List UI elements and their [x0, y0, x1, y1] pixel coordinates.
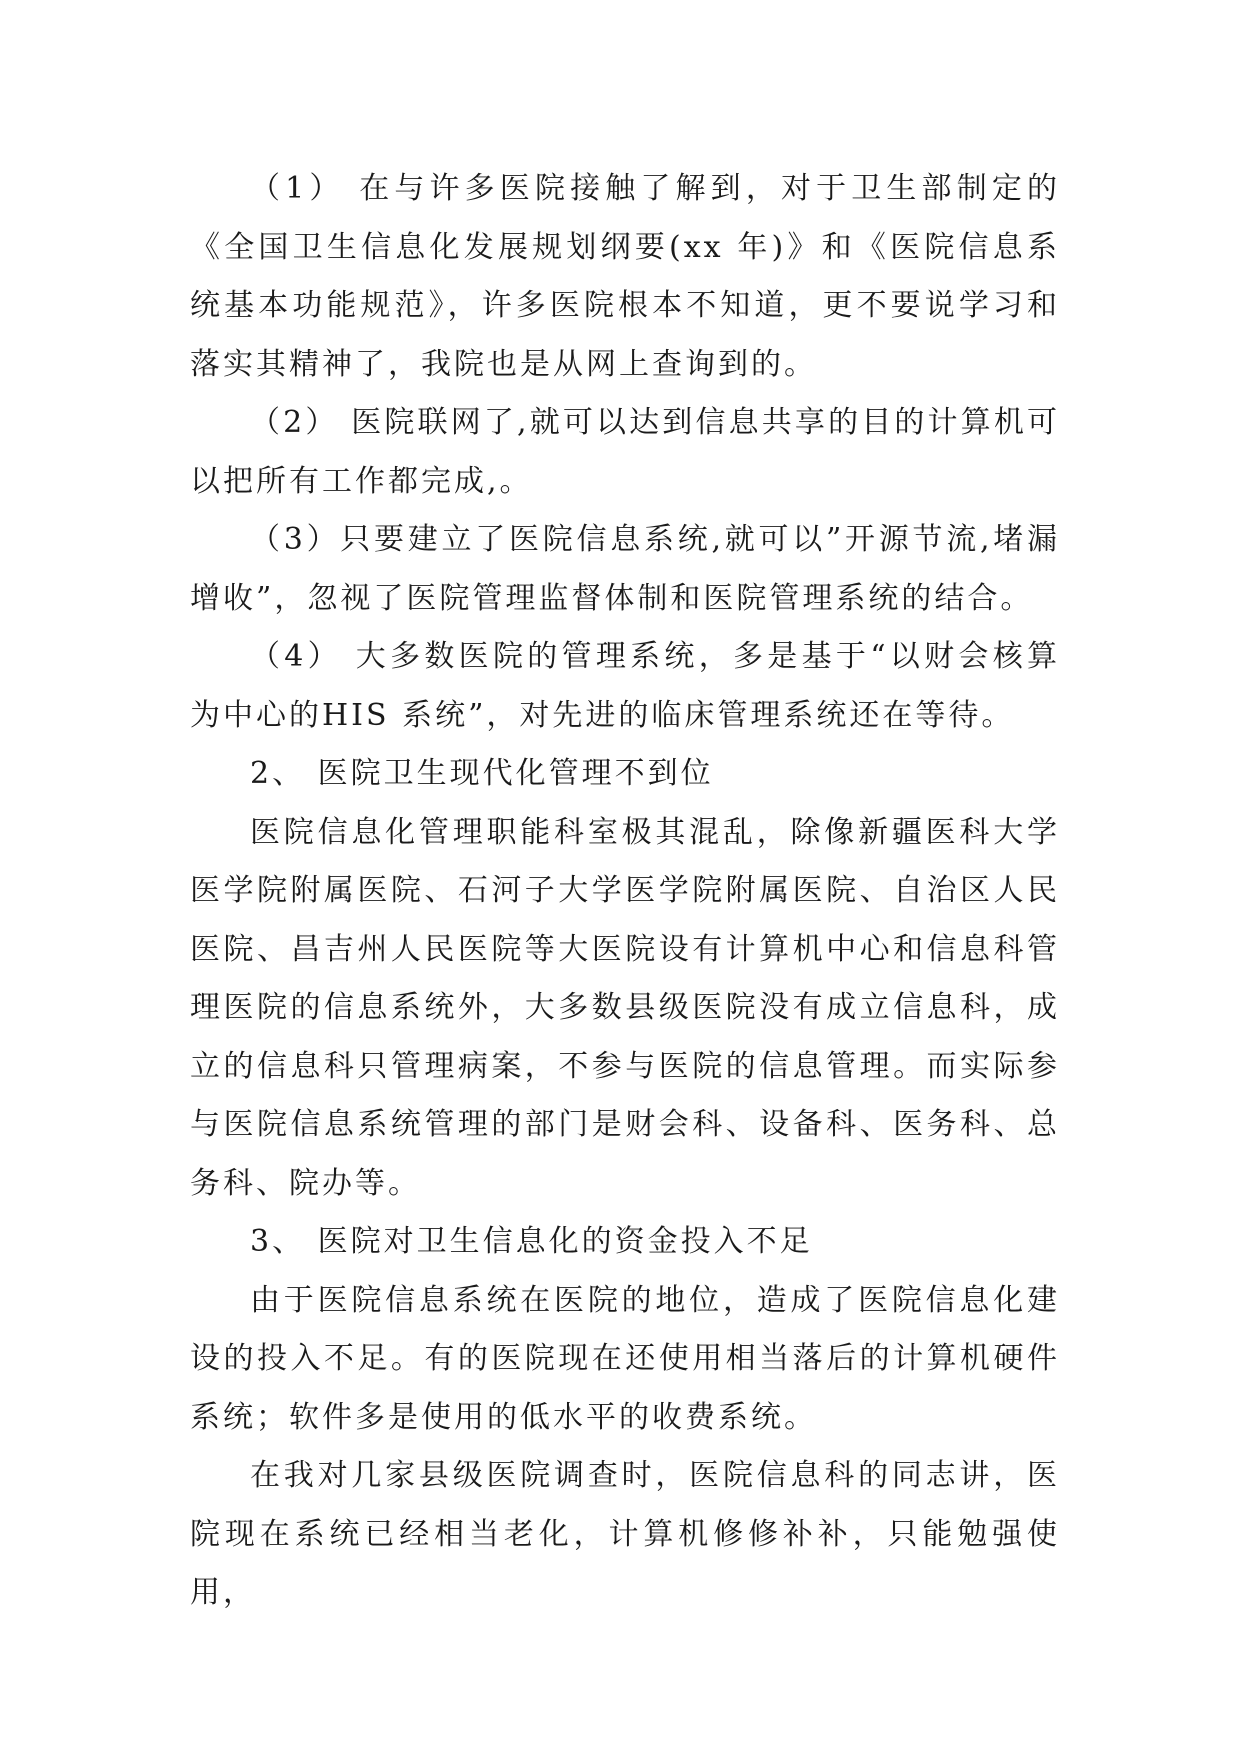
paragraph-section-3a: 由于医院信息系统在医院的地位，造成了医院信息化建设的投入不足。有的医院现在还使用相当落后的计算机硬件系统；软件多是使用的低水平的收费系统。 — [190, 1282, 1060, 1435]
paragraph-item-3: （3）只要建立了医院信息系统,就可以”开源节流,堵漏增收”，忽视了医院管理监督体制和医院管理系统的结合。 — [190, 522, 1060, 616]
document-page — [190, 160, 1060, 1623]
paragraph-item-2: （2） 医院联网了,就可以达到信息共享的目的计算机可以把所有工作都完成,。 — [190, 405, 1060, 499]
paragraph-section-3b: 在我对几家县级医院调查时，医院信息科的同志讲，医院现在系统已经相当老化，计算机修修补补，只能勉强使用， — [190, 1458, 1060, 1610]
section-heading-2: 2、 医院卫生现代化管理不到位 — [250, 756, 714, 791]
section-heading-3: 3、 医院对卫生信息化的资金投入不足 — [250, 1224, 813, 1259]
paragraph-item-1: （1） 在与许多医院接触了解到，对于卫生部制定的《全国卫生信息化发展规划纲要(xx 年)》和《医院信息系统基本功能规范》，许多医院根本不知道，更不要说学习和落实其精神了，我院也是从网上查询到的。 — [190, 171, 1060, 382]
paragraph-section-2: 医院信息化管理职能科室极其混乱，除像新疆医科大学医学院附属医院、石河子大学医学院附属医院、自治区人民医院、昌吉州人民医院等大医院设有计算机中心和信息科管理医院的信息系统外，大多数县级医院没有成立信息科，成立的信息科只管理病案，不参与医院的信息管理。而实际参与医院信息系统管理的部门是财会科、设备科、医务科、总务科、院办等。 — [190, 814, 1060, 1201]
paragraph-item-4: （4） 大多数医院的管理系统，多是基于“以财会核算为中心的HIS 系统”，对先进的临床管理系统还在等待。 — [190, 639, 1060, 733]
